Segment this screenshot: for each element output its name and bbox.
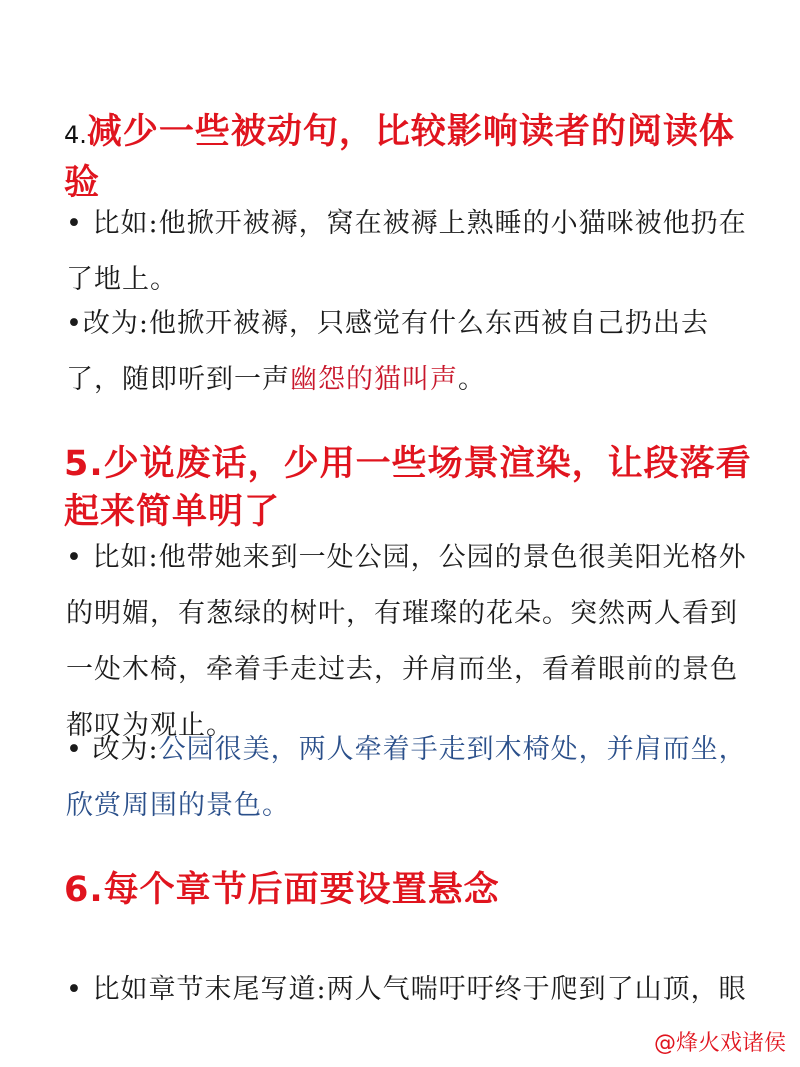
section-4-heading — [64, 108, 754, 207]
section-5-example — [66, 530, 756, 754]
section-4-example-text: 他掀开被褥，窝在被褥上熟睡的小猫咪被他扔在了地上。 — [66, 208, 747, 295]
section-4-example — [66, 196, 756, 308]
section-5-revision-prefix: • 改为: — [66, 734, 159, 765]
section-6-example-prefix: • 比如章节末尾写道: — [66, 974, 327, 1005]
section-4-example-prefix: • 比如: — [66, 208, 159, 239]
section-6-title: 每个章节后面要设置悬念 — [103, 870, 500, 910]
section-5-revision — [66, 722, 756, 834]
section-5-example-prefix: • 比如: — [66, 542, 159, 573]
section-4-revision — [66, 296, 756, 408]
section-5-example-text: 他带她来到一处公园，公园的景色很美阳光格外的明媚，有葱绿的树叶，有璀璨的花朵。突然两人看到一处木椅，牵着手走过去，并肩而坐，看着眼前的景色都叹为观止。 — [66, 542, 747, 741]
section-6-example — [66, 962, 756, 1018]
section-4-revision-end: 。 — [458, 364, 486, 395]
section-6-number: 6. — [64, 870, 104, 910]
section-4-number: 4. — [64, 121, 87, 149]
section-4-title: 减少一些被动句，比较影响读者的阅读体验 — [64, 112, 735, 203]
section-6-example-text: 两人气喘吁吁终于爬到了山顶，眼 — [326, 974, 747, 1005]
watermark: @烽火戏诸侯 — [653, 1031, 786, 1056]
section-5-revision-highlight: 公园很美，两人牵着手走到木椅处，并肩而坐，欣赏周围的景色。 — [66, 734, 747, 821]
section-5-heading — [64, 440, 754, 536]
section-5-number: 5. — [64, 444, 104, 484]
section-4-revision-highlight: 幽怨的猫叫声 — [290, 364, 458, 395]
section-4-revision-text: 他掀开被褥，只感觉有什么东西被自己扔出去了，随即听到一声 — [66, 308, 710, 395]
section-4-revision-prefix: •改为: — [66, 308, 150, 339]
section-6-heading — [64, 866, 754, 914]
section-5-title: 少说废话，少用一些场景渲染，让段落看起来简单明了 — [64, 444, 752, 532]
